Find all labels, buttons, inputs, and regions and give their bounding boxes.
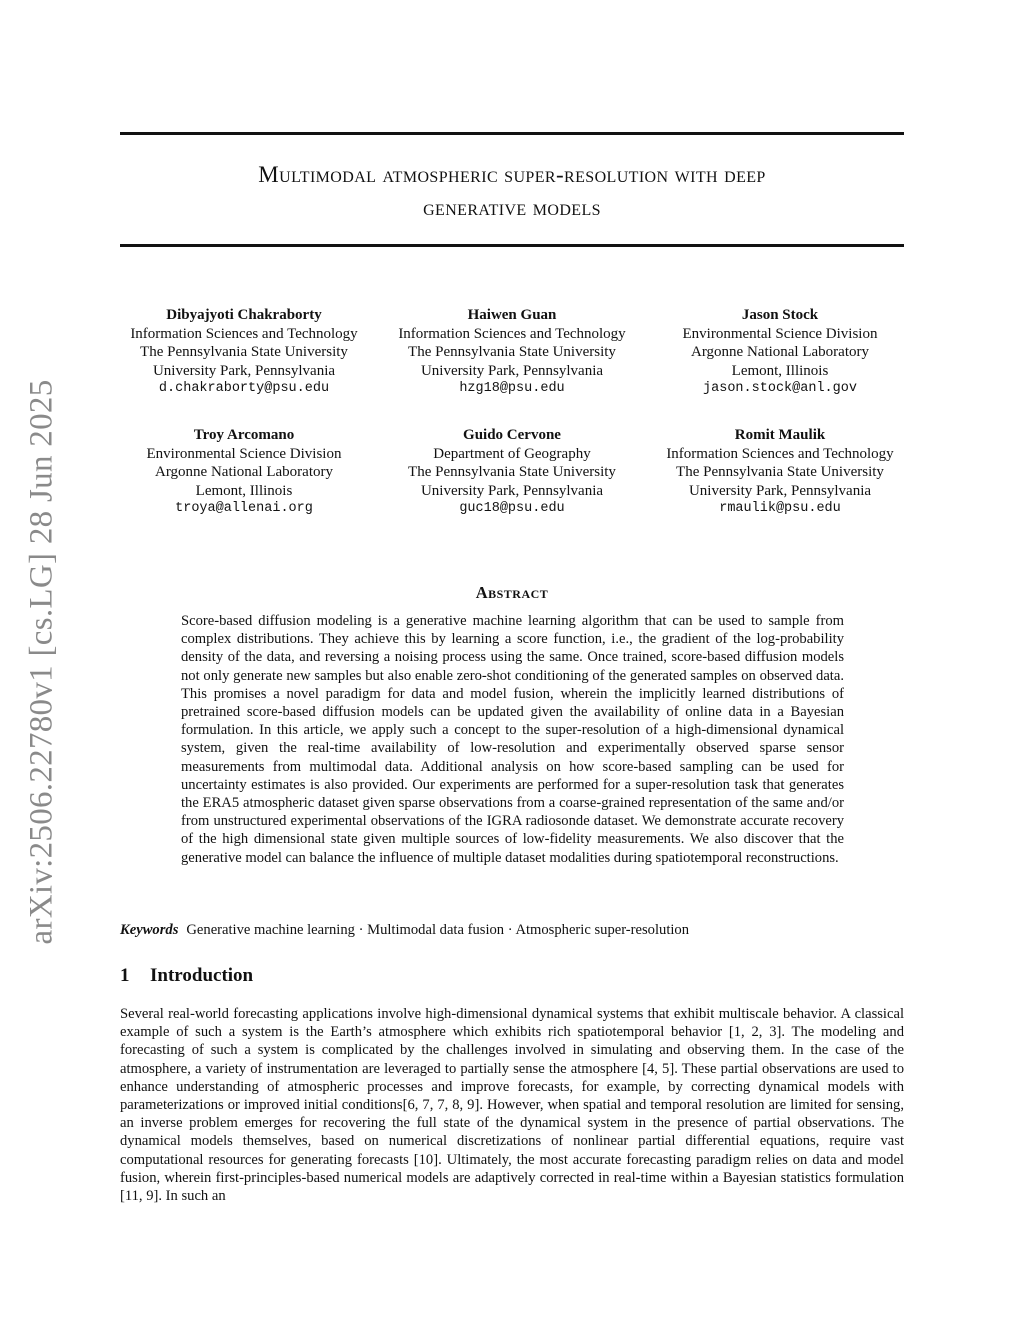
author-location: University Park, Pennsylvania [688,482,872,499]
author-block [110,306,378,399]
author-email[interactable]: guc18@psu.edu [459,501,565,516]
section-number: 1 [120,965,130,986]
keywords-line [120,922,904,939]
author-institution: The Pennsylvania State University [676,464,884,480]
author-email[interactable]: troya@allenai.org [175,501,313,516]
author-block [110,426,378,519]
author-block [378,306,646,399]
paper-title [120,158,904,224]
author-institution: Argonne National Laboratory [690,344,869,360]
section-heading-introduction [120,965,253,987]
abstract-text: Score-based diffusion modeling is a generative machine learning algorithm that can be used to sample from complex distributions. They achieve this by learning a score function, i.e., the gradient of the log-probability density of the data, and reversing a noising process using the same. Once trained, score-based diffusion models not only generate new samples but also enable zero-shot conditioning of the generated samples on observed data. This promises a novel paradigm for data and model fusion, wherein the implicitly learned distributions of pretrained score-based diffusion models can be updated given the availability of online data in a Bayesian formulation. In this article, we apply such a concept to the super-resolution of a high-dimensional dynamical system, given the real-time availability of low-resolution and experimentally observed sparse sensor measurements from multimodal data. Additional analysis on how score-based sampling can be used for uncertainty estimates is also provided. Our experiments are performed for a super-resolution task that generates the ERA5 atmospheric dataset given sparse observations from a coarse-grained representation of the same and/or from unstructured experimental observations of the IGRA radiosonde dataset. We demonstrate accurate recovery of the high dimensional state given multiple sources of low-fidelity measurements. We also discover that the generative model can balance the influence of multiple dataset modalities during spatiotemporal reconstructions. [181,613,844,866]
paper-title-line-2: generative models [423,195,601,220]
author-location: University Park, Pennsylvania [420,362,604,379]
author-affiliation: Information Sciences and Technology [130,325,358,342]
author-name: Guido Cervone [463,427,561,443]
author-name: Dibyajyoti Chakraborty [166,307,322,323]
author-institution: The Pennsylvania State University [408,464,616,480]
author-name: Jason Stock [741,307,819,323]
author-location: University Park, Pennsylvania [152,362,336,379]
author-email[interactable]: hzg18@psu.edu [459,381,565,396]
paper-title-line-1: Multimodal atmospheric super-resolution with deep [258,162,766,187]
author-affiliation: Information Sciences and Technology [666,445,894,462]
section-title: Introduction [150,965,254,986]
author-email[interactable]: d.chakraborty@psu.edu [158,381,330,396]
author-block [646,426,914,519]
author-institution: The Pennsylvania State University [408,344,616,360]
title-bottom-rule [120,244,904,247]
author-location: University Park, Pennsylvania [420,482,604,499]
introduction-text: Several real-world forecasting applications involve high-dimensional dynamical systems that exhibit multiscale behavior. A classical example of such a system is the Earth’s atmosphere which exhibits rich spatiotemporal behavior [1, 2, 3]. The modeling and forecasting of such a system is complicated by the challenges involved in simulating and observing them. In the case of the atmosphere, a variety of instrumentation are leveraged to partially sense the atmosphere [4, 5]. These partial observations are used to enhance understanding of atmospheric processes and improve forecasts, for example, by correcting dynamical models with parameterizations or improved initial conditions[6, 7, 7, 8, 9]. However, when spatial and temporal resolution are limited for sensing, an inverse problem emerges for recovering the full state of the dynamical system in the presence of partial observations. The dynamical models themselves, based on numerical discretizations of nonlinear partial differential equations, require vast computational resources for generating forecasts [10]. Ultimately, the most accurate forecasting paradigm relies on data and model fusion, wherein first-principles-based numerical models are adaptively corrected in real-time within a Bayesian statistics formulation [11, 9]. In such an [120,1006,904,1205]
title-top-rule [120,132,904,135]
author-name: Romit Maulik [734,427,826,443]
arxiv-identifier: arXiv:2506.22780v1 [cs.LG] 28 Jun 2025 [23,379,60,945]
author-name: Troy Arcomano [193,427,295,443]
author-email[interactable]: rmaulik@psu.edu [719,501,841,516]
author-row-1 [110,306,914,399]
author-block [646,306,914,399]
author-row-2 [110,426,914,519]
keywords-label: Keywords [120,922,179,938]
author-affiliation: Environmental Science Division [682,325,878,342]
author-email[interactable]: jason.stock@anl.gov [703,381,857,396]
author-block [378,426,646,519]
author-name: Haiwen Guan [467,307,557,323]
abstract-heading: Abstract [475,583,549,602]
author-affiliation: Department of Geography [433,445,591,462]
author-location: Lemont, Illinois [731,362,829,379]
keywords-text: Generative machine learning · Multimodal data fusion · Atmospheric super-resolution [186,922,690,938]
author-affiliation: Information Sciences and Technology [398,325,626,342]
author-location: Lemont, Illinois [195,482,293,499]
author-institution: The Pennsylvania State University [140,344,348,360]
author-institution: Argonne National Laboratory [154,464,333,480]
author-affiliation: Environmental Science Division [146,445,342,462]
